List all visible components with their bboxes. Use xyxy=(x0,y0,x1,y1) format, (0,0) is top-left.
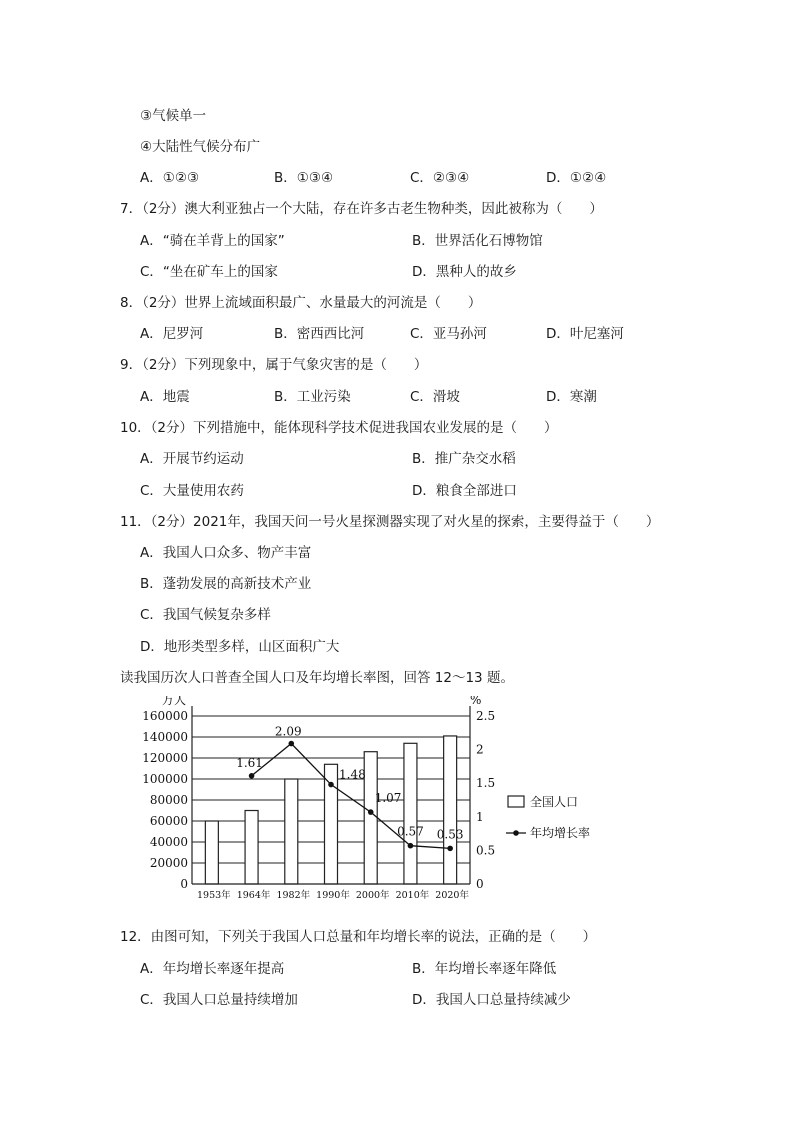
q7-choice-b: B．世界活化石博物馆 xyxy=(412,233,543,249)
growth-rate-point xyxy=(328,782,334,788)
chart-svg xyxy=(140,696,620,908)
x-tick-label: 2010年 xyxy=(395,890,430,901)
q12-choice-c: C．我国人口总量持续增加 xyxy=(140,992,298,1008)
q10-choice-c: C．大量使用农药 xyxy=(140,483,244,499)
left-axis-unit: 万人 xyxy=(161,696,186,707)
q9-choice-b: B．工业污染 xyxy=(274,389,351,405)
q11-choice-c: C．我国气候复杂多样 xyxy=(140,607,271,623)
x-tick-label: 2020年 xyxy=(435,890,469,901)
left-tick-label: 40000 xyxy=(149,835,188,849)
q10-stem: 10．（2分）下列措施中，能体现科学技术促进我国农业发展的是（ ） xyxy=(120,420,558,436)
legend-line-marker xyxy=(513,830,519,836)
x-tick-label: 1953年 xyxy=(197,890,231,901)
growth-rate-label: 0.53 xyxy=(436,827,464,842)
q11-choice-b: B．蓬勃发展的高新技术产业 xyxy=(140,576,312,592)
q6-choice-b: B．①③④ xyxy=(274,170,334,186)
legend-population-label: 全国人口 xyxy=(530,795,579,809)
q7-choice-a: A．“骑在羊背上的国家” xyxy=(140,233,285,249)
right-axis-unit: % xyxy=(470,696,482,707)
population-bar xyxy=(364,752,377,884)
q6-choice-d: D．①②④ xyxy=(546,170,607,186)
q6-choice-c: C．②③④ xyxy=(410,170,470,186)
left-tick-label: 140000 xyxy=(142,730,188,744)
q9-choice-c: C．滑坡 xyxy=(410,389,460,405)
population-bar xyxy=(404,743,417,884)
right-tick-label: 1 xyxy=(476,809,484,824)
q10-choice-b: B．推广杂交水稻 xyxy=(412,451,516,467)
q9-choice-d: D．寒潮 xyxy=(546,389,597,405)
growth-rate-label: 1.61 xyxy=(236,755,263,770)
population-bar xyxy=(285,779,298,884)
q6-choice-a: A．①②③ xyxy=(140,170,200,186)
q10-choice-a: A．开展节约运动 xyxy=(140,451,244,467)
right-tick-label: 2 xyxy=(476,742,484,757)
q12-choice-b: B．年均增长率逐年降低 xyxy=(412,961,557,977)
q9-choice-a: A．地震 xyxy=(140,389,190,405)
growth-rate-point xyxy=(249,773,255,779)
growth-rate-label: 0.57 xyxy=(397,824,424,839)
right-tick-label: 2.5 xyxy=(476,709,496,723)
q9-stem: 9．（2分）下列现象中，属于气象灾害的是（ ） xyxy=(120,357,428,373)
growth-rate-point xyxy=(288,741,294,747)
growth-rate-label: 2.09 xyxy=(274,724,302,739)
left-tick-label: 60000 xyxy=(149,814,188,828)
chart-intro: 读我国历次人口普查全国人口及年均增长率图，回答 12～13 题。 xyxy=(120,670,514,686)
x-tick-label: 2000年 xyxy=(355,890,390,901)
left-tick-label: 160000 xyxy=(142,709,188,723)
population-bar xyxy=(444,736,457,884)
population-bar xyxy=(205,821,218,884)
x-tick-label: 1982年 xyxy=(276,890,311,901)
growth-rate-point xyxy=(447,846,453,852)
q8-choice-c: C．亚马孙河 xyxy=(410,326,487,342)
right-tick-label: 0.5 xyxy=(476,843,496,858)
growth-rate-point xyxy=(368,809,374,815)
growth-rate-point xyxy=(408,843,414,849)
legend-rate-label: 年均增长率 xyxy=(530,826,591,840)
q6-statement-3: ③气候单一 xyxy=(140,108,207,124)
legend-bar-swatch xyxy=(508,796,524,807)
q8-choice-d: D．叶尼塞河 xyxy=(546,326,624,342)
q11-choice-d: D．地形类型多样，山区面积广大 xyxy=(140,639,340,655)
q7-choice-c: C．“坐在矿车上的国家 xyxy=(140,264,278,280)
right-tick-label: 0 xyxy=(476,877,484,891)
q11-stem: 11．（2分）2021年，我国天问一号火星探测器实现了对火星的探索，主要得益于（ ） xyxy=(120,514,660,530)
q10-choice-d: D．粮食全部进口 xyxy=(412,483,517,499)
left-tick-label: 100000 xyxy=(142,772,188,786)
q8-stem: 8．（2分）世界上流域面积最广、水量最大的河流是（ ） xyxy=(120,295,482,311)
q8-choice-b: B．密西西比河 xyxy=(274,326,365,342)
q7-stem: 7．（2分）澳大利亚独占一个大陆，存在许多古老生物种类，因此被称为（ ） xyxy=(120,201,603,217)
x-tick-label: 1964年 xyxy=(236,890,271,901)
population-bar xyxy=(245,811,258,885)
left-tick-label: 0 xyxy=(180,877,188,891)
growth-rate-label: 1.07 xyxy=(374,791,402,806)
q8-choice-a: A．尼罗河 xyxy=(140,326,204,342)
q11-choice-a: A．我国人口众多、物产丰富 xyxy=(140,545,312,561)
left-tick-label: 20000 xyxy=(149,856,188,870)
q12-stem: 12．由图可知，下列关于我国人口总量和年均增长率的说法，正确的是（ ） xyxy=(120,929,597,945)
x-tick-label: 1990年 xyxy=(316,890,350,901)
q12-choice-d: D．我国人口总量持续减少 xyxy=(412,992,571,1008)
q7-choice-d: D．黑种人的故乡 xyxy=(412,264,517,280)
q12-choice-a: A．年均增长率逐年提高 xyxy=(140,961,285,977)
growth-rate-label: 1.48 xyxy=(339,767,366,782)
q6-statement-4: ④大陆性气候分布广 xyxy=(140,139,261,155)
right-tick-label: 1.5 xyxy=(476,776,496,791)
population-chart xyxy=(140,696,620,908)
left-tick-label: 80000 xyxy=(149,793,188,807)
left-tick-label: 120000 xyxy=(142,751,188,765)
